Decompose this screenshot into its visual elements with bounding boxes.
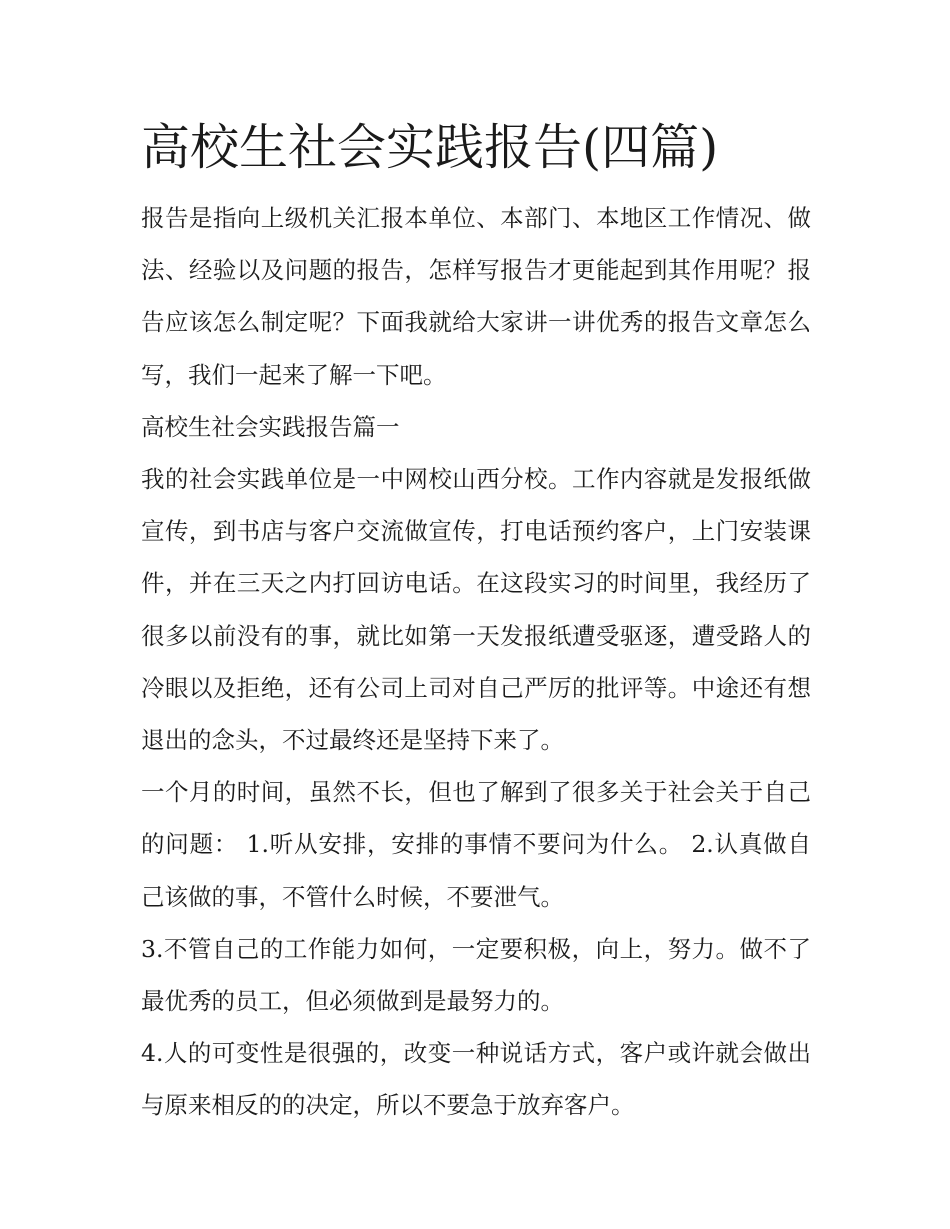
- body-paragraph: 4.人的可变性是很强的，改变一种说话方式，客户或许就会做出与原来相反的的决定，所以不要急于放弃客户。: [141, 1039, 811, 1120]
- body-paragraph: 3.不管自己的工作能力如何，一定要积极，向上，努力。做不了最优秀的员工，但必须做到是最努力的。: [141, 934, 811, 1016]
- document-body: [141, 192, 811, 1132]
- body-paragraph: 我的社会实践单位是一中网校山西分校。工作内容就是发报纸做宣传，到书店与客户交流做宣传，打电话预约客户，上门安装课件，并在三天之内打回访电话。在这段实习的时间里，我经历了很多以前没有的事，就比如第一天发报纸遭受驱逐，遭受路人的冷眼以及拒绝，还有公司上司对自己严厉的批评等。中途还有想退出的念头，不过最终还是坚持下来了。: [141, 465, 811, 755]
- body-paragraph: 一个月的时间，虽然不长，但也了解到了很多关于社会关于自己的问题： 1.听从安排，安排的事情不要问为什么。 2.认真做自己该做的事，不管什么时候，不要泄气。: [141, 778, 811, 911]
- section-heading: 高校生社会实践报告篇一: [141, 412, 400, 441]
- document-title: 高校生社会实践报告(四篇): [141, 119, 719, 176]
- intro-paragraph: 报告是指向上级机关汇报本单位、本部门、本地区工作情况、做法、经验以及问题的报告，怎样写报告才更能起到其作用呢？报告应该怎么制定呢？下面我就给大家讲一讲优秀的报告文章怎么写，我们一起来了解一下吧。: [141, 204, 811, 389]
